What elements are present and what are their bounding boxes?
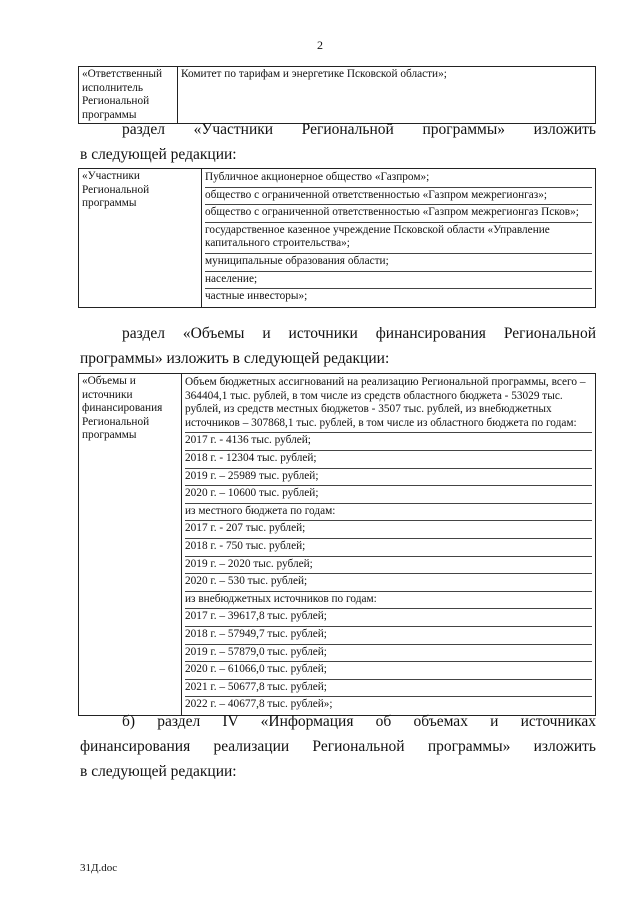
participants-table bbox=[78, 168, 596, 308]
financing-item: 2019 г. – 57879,0 тыс. рублей; bbox=[185, 645, 592, 663]
participant-item: муниципальные образования области; bbox=[205, 254, 592, 272]
financing-item: 2019 г. – 25989 тыс. рублей; bbox=[185, 469, 592, 487]
footer-filename: 31Д.doc bbox=[80, 862, 118, 874]
paragraph-section4-line2: финансирования реализации Региональной программы» изложить bbox=[80, 738, 596, 755]
table2-items bbox=[202, 169, 596, 308]
table1-label: «Ответственный исполнитель Региональной программы bbox=[79, 67, 178, 124]
financing-table bbox=[78, 373, 596, 716]
paragraph-financing-line1: раздел «Объемы и источники финансирования Региональной bbox=[122, 325, 596, 342]
financing-item: 2020 г. – 10600 тыс. рублей; bbox=[185, 486, 592, 504]
participant-item: общество с ограниченной ответственностью «Газпром межрегионгаз Псков»; bbox=[205, 205, 592, 223]
table2-label: «Участники Региональной программы bbox=[79, 169, 202, 308]
financing-item: 2021 г. – 50677,8 тыс. рублей; bbox=[185, 680, 592, 698]
financing-item: 2019 г. – 2020 тыс. рублей; bbox=[185, 557, 592, 575]
participant-item: государственное казенное учреждение Псковской области «Управление капитального строительства»; bbox=[205, 223, 592, 254]
financing-item: 2022 г. – 40677,8 тыс. рублей»; bbox=[185, 698, 333, 711]
financing-item: 2017 г. - 4136 тыс. рублей; bbox=[185, 433, 592, 451]
financing-item: из местного бюджета по годам: bbox=[185, 504, 592, 522]
table3-items bbox=[182, 374, 596, 716]
financing-item: Объем бюджетных ассигнований на реализацию Региональной программы, всего – 364404,1 тыс. рублей, в том числе из средств областного бюджета - 53029 тыс. рублей, из средств местных бюджетов - 3507 тыс. рублей, из внебюджетных источников – 307868,1 тыс. рублей, в том числе из областного бюджета по годам: bbox=[185, 375, 592, 433]
table1-value: Комитет по тарифам и энергетике Псковской области»; bbox=[178, 67, 596, 124]
table3-label: «Объемы и источники финансирования Региональной программы bbox=[79, 374, 182, 716]
paragraph-financing-line2: программы» изложить в следующей редакции: bbox=[80, 350, 390, 367]
page-number: 2 bbox=[317, 38, 323, 52]
participant-item: частные инвесторы»; bbox=[205, 290, 308, 303]
participant-item: общество с ограниченной ответственностью «Газпром межрегионгаз»; bbox=[205, 188, 592, 206]
financing-item: 2018 г. – 57949,7 тыс. рублей; bbox=[185, 627, 592, 645]
paragraph-section4-line1: б) раздел IV «Информация об объемах и источниках bbox=[122, 713, 596, 730]
responsible-executor-table bbox=[78, 66, 596, 124]
financing-item: 2017 г. – 39617,8 тыс. рублей; bbox=[185, 609, 592, 627]
financing-item: 2018 г. - 12304 тыс. рублей; bbox=[185, 451, 592, 469]
paragraph-participants-line2: в следующей редакции: bbox=[80, 146, 237, 163]
participant-item: Публичное акционерное общество «Газпром»; bbox=[205, 170, 592, 188]
financing-item: из внебюджетных источников по годам: bbox=[185, 592, 592, 610]
paragraph-section4-line3: в следующей редакции: bbox=[80, 763, 237, 780]
financing-item: 2020 г. – 530 тыс. рублей; bbox=[185, 574, 592, 592]
participant-item: население; bbox=[205, 272, 592, 290]
paragraph-participants-line1: раздел «Участники Региональной программы» изложить bbox=[122, 121, 596, 138]
financing-item: 2018 г. - 750 тыс. рублей; bbox=[185, 539, 592, 557]
financing-item: 2017 г. - 207 тыс. рублей; bbox=[185, 521, 592, 539]
financing-item: 2020 г. – 61066,0 тыс. рублей; bbox=[185, 662, 592, 680]
